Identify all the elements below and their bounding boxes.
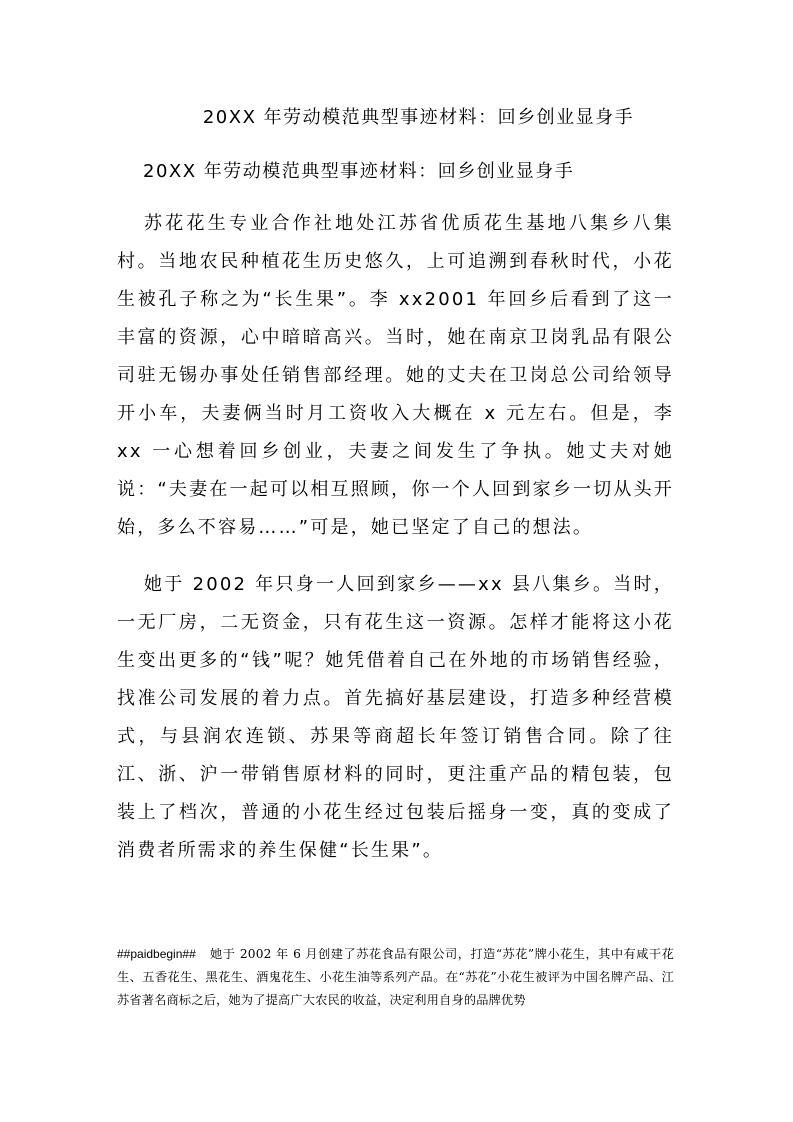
paid-begin-marker: ##paidbegin## [117,947,196,961]
final-paragraph [117,943,674,1012]
document-title-text: 20XX 年劳动模范典型事迹材料：回乡创业显身手 [202,107,635,128]
body-paragraph-1: 苏花花生专业合作社地处江苏省优质花生基地八集乡八集村。当地农民种植花生历史悠久，上可追溯到春秋时代，小花生被孔子称之为“长生果”。李 xx2001 年回乡后看到了这一丰富的资源，心中暗暗高兴。当时，她在南京卫岗乳品有限公司驻无锡办事处任销售部经理。她的丈夫在卫岗总公司给领导开小车，夫妻俩当时月工资收入大概在 x 元左右。但是，李 xx 一心想着回乡创业，夫妻之间发生了争执。她丈夫对她说：“夫妻在一起可以相互照顾，你一个人回到家乡一切从头开始，多么不容易……”可是，她已坚定了自己的想法。 [117,213,674,538]
body-paragraph-2: 她于 2002 年只身一人回到家乡——xx 县八集乡。当时，一无厂房，二无资金，只有花生这一资源。怎样才能将这小花生变出更多的“钱”呢？她凭借着自己在外地的市场销售经验，找准公司发展的着力点。首先搞好基层建设，打造多种经营模式，与县润农连锁、苏果等商超长年签订销售合同。除了往江、浙、沪一带销售原材料的同时，更注重产品的精包装，包装上了档次，普通的小花生经过包装后摇身一变，真的变成了消费者所需求的养生保健“长生果”。 [117,574,674,861]
document-title [0,105,793,131]
final-paragraph-text: 她于 2002 年 6 月创建了苏花食品有限公司，打造“苏花”牌小花生，其中有咸干花生、五香花生、黑花生、酒鬼花生、小花生油等系列产品。在“苏花”小花生被评为中国名牌产品、江苏省著名商标之后，她为了提高广大农民的收益，决定利用自身的品牌优势 [117,947,674,1007]
document-subtitle: 20XX 年劳动模范典型事迹材料：回乡创业显身手 [143,161,575,182]
